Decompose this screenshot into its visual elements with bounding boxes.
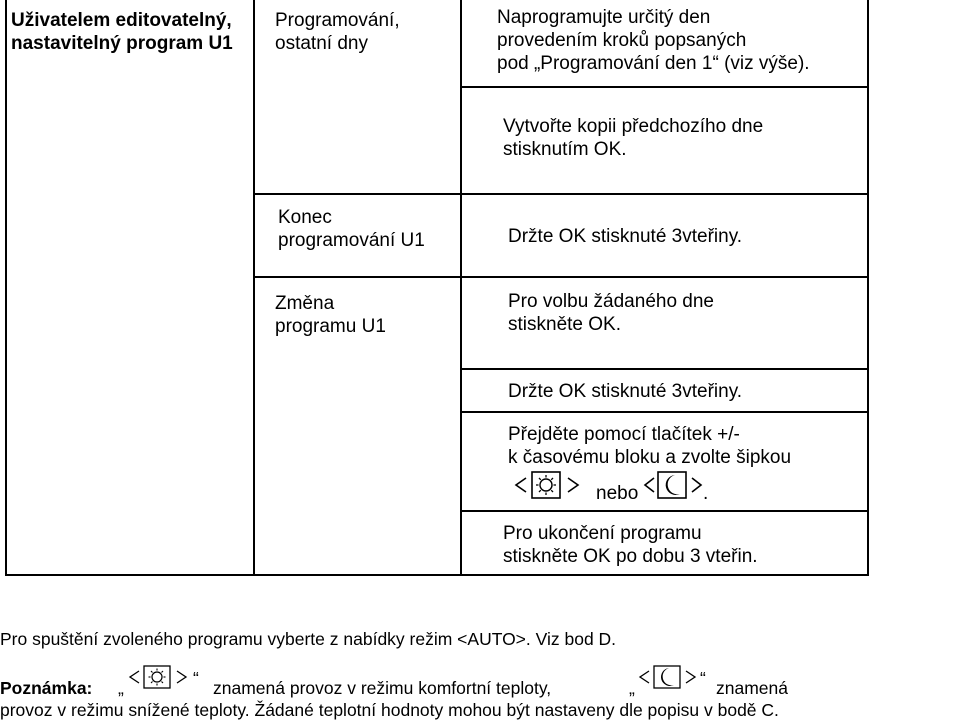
row-label-change-program <box>275 292 386 338</box>
step-line: k časovému bloku a zvolte šipkou <box>508 447 792 468</box>
step-line: stiskněte OK po dobu 3 vteřin. <box>503 546 758 567</box>
sun-icon <box>128 664 192 692</box>
step-line: provedením kroků popsaných <box>497 30 747 51</box>
row-label-line: ostatní dny <box>275 33 368 54</box>
step-hold-ok <box>508 380 742 403</box>
step-select-day <box>508 290 714 336</box>
step-line: Pro ukončení programu <box>503 523 702 544</box>
program-header-line: nastavitelný program U1 <box>11 33 233 54</box>
nebo-text: nebo <box>596 483 639 504</box>
open-quote: „ <box>118 678 124 698</box>
moon-icon <box>638 664 700 692</box>
row-label-line: Změna <box>275 293 335 314</box>
step-line: Přejděte pomocí tlačítek +/- <box>508 424 740 445</box>
step-hold-ok <box>508 225 742 248</box>
close-quote: “ <box>700 668 706 688</box>
step-navigate-block <box>508 423 791 469</box>
close-quote: “ <box>193 668 199 688</box>
program-table <box>5 0 869 576</box>
reduced-text: znamená <box>716 678 788 698</box>
row-label-programming <box>275 9 400 55</box>
step-end-program <box>503 522 758 568</box>
reduced-mode-line: provoz v režimu snížené teploty. Žádané teplotní hodnoty mohou být nastaveny dle popisu v bodě C. <box>0 700 779 720</box>
step-divider <box>460 86 869 88</box>
row-label-line: Konec <box>278 207 332 228</box>
row-divider <box>253 276 869 278</box>
step-line: Držte OK stisknuté 3vteřiny. <box>508 226 743 247</box>
comfort-text: znamená provoz v režimu komfortní teploty, <box>213 678 552 698</box>
step-line: Pro volbu žádaného dne <box>508 291 714 312</box>
step-divider <box>460 368 869 370</box>
column-divider <box>253 0 255 574</box>
step-line: stiskněte OK. <box>508 314 621 335</box>
note-label: Poznámka: <box>0 678 93 698</box>
step-line: stisknutím OK. <box>503 139 627 160</box>
step-copy-previous-day <box>503 115 763 161</box>
step-line: pod „Programování den 1“ (viz výše). <box>497 53 810 74</box>
row-label-end-programming <box>278 206 425 252</box>
step-divider <box>460 411 869 413</box>
auto-mode-instruction: Pro spuštění zvoleného programu vyberte z nabídky režim <AUTO>. Viz bod D. <box>0 629 617 649</box>
row-divider <box>253 193 869 195</box>
step-divider <box>460 510 869 512</box>
step-program-day <box>497 6 810 75</box>
sun-icon <box>512 470 584 502</box>
program-header-line: Uživatelem editovatelný, <box>11 10 232 31</box>
open-quote: „ <box>629 678 635 698</box>
row-label-line: programování U1 <box>278 230 425 251</box>
period-text: . <box>703 483 709 504</box>
moon-icon <box>642 470 704 502</box>
program-header <box>11 9 233 55</box>
row-label-line: programu U1 <box>275 316 386 337</box>
step-line: Vytvořte kopii předchozího dne <box>503 116 764 137</box>
step-line: Držte OK stisknuté 3vteřiny. <box>508 381 743 402</box>
step-line: Naprogramujte určitý den <box>497 7 711 28</box>
row-label-line: Programování, <box>275 10 400 31</box>
